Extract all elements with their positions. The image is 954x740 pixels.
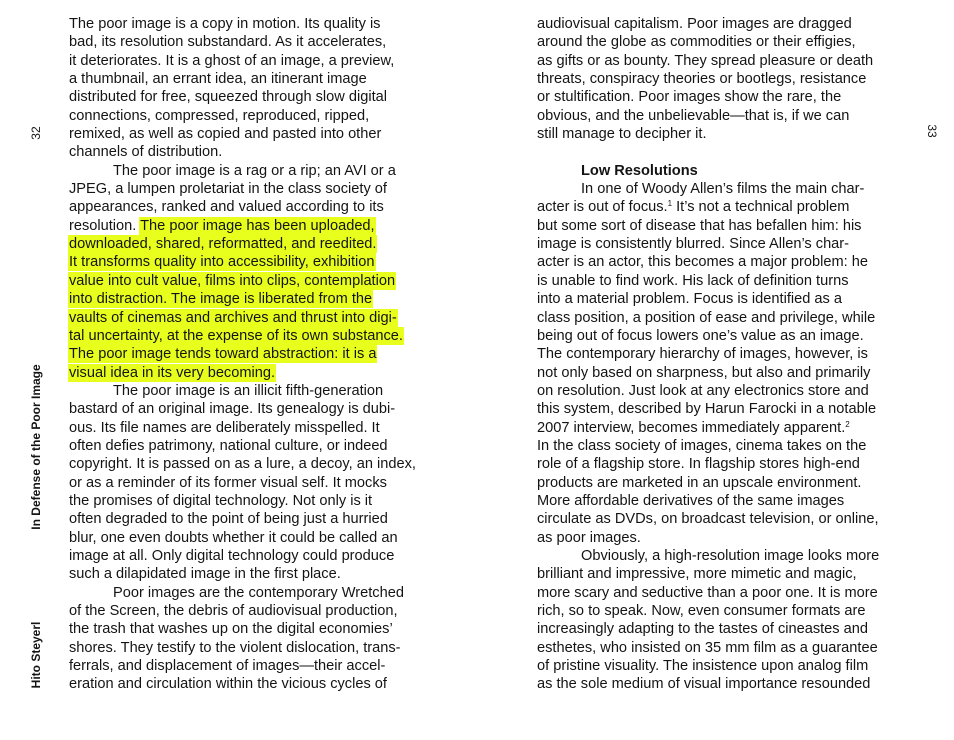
highlighted-text: value into cult value, films into clips, contemplation xyxy=(69,272,396,289)
text-line xyxy=(537,217,907,235)
text-line xyxy=(69,217,441,235)
line-text: blur, one even doubts whether it could be called an xyxy=(69,529,398,546)
text-line xyxy=(537,602,907,620)
line-text: the trash that washes up on the digital economies’ xyxy=(69,621,393,638)
line-text: the promises of digital technology. Not only is it xyxy=(69,492,373,509)
text-line xyxy=(69,345,441,363)
text-line xyxy=(69,253,441,271)
text-line xyxy=(537,290,907,308)
line-text: products are marketed in an upscale environment. xyxy=(537,474,862,491)
line-text: 2007 interview, becomes immediately apparent. xyxy=(537,419,846,436)
line-text: Poor images are the contemporary Wretched xyxy=(113,584,404,601)
line-text: as gifts or as bounty. They spread pleasure or death xyxy=(537,52,874,69)
right-page-number: 33 xyxy=(925,124,939,138)
line-text: a thumbnail, an errant idea, an itinerant image xyxy=(69,71,367,88)
text-line xyxy=(537,88,907,106)
highlighted-text: It transforms quality into accessibility, exhibition xyxy=(69,254,375,271)
highlighted-text: The poor image tends toward abstraction: it is a xyxy=(69,346,377,363)
text-line xyxy=(69,639,441,657)
highlighted-text: vaults of cinemas and archives and thrust into digi- xyxy=(69,309,397,326)
text-line xyxy=(69,419,441,437)
text-line xyxy=(537,419,907,437)
text-line xyxy=(69,125,441,143)
left-page-body xyxy=(69,15,441,694)
text-line xyxy=(69,290,441,308)
line-text: Obviously, a high-resolution image looks more xyxy=(581,547,880,564)
text-line xyxy=(537,492,907,510)
line-text: The poor image is a copy in motion. Its quality is xyxy=(69,16,381,32)
line-text: appearances, ranked and valued according to its xyxy=(69,199,384,216)
text-line xyxy=(537,125,907,143)
text-line xyxy=(69,565,441,583)
line-text: In the class society of images, cinema takes on the xyxy=(537,437,867,454)
line-text: ferrals, and displacement of images—their accel- xyxy=(69,658,386,675)
text-line xyxy=(537,584,907,602)
text-line xyxy=(69,529,441,547)
highlighted-text: into distraction. The image is liberated from the xyxy=(69,291,373,308)
text-line xyxy=(69,327,441,345)
text-line xyxy=(537,345,907,363)
line-text: image at all. Only digital technology could produce xyxy=(69,547,395,564)
text-line xyxy=(537,529,907,547)
text-line xyxy=(537,400,907,418)
text-line xyxy=(69,675,441,693)
text-line xyxy=(537,143,907,161)
line-text: ous. Its file names are deliberately misspelled. It xyxy=(69,419,380,436)
text-line xyxy=(537,364,907,382)
highlighted-text: downloaded, shared, reformatted, and reedited. xyxy=(69,236,377,253)
footnote-marker: 1 xyxy=(667,199,673,209)
text-line xyxy=(537,547,907,565)
text-line xyxy=(69,400,441,418)
text-line xyxy=(69,198,441,216)
line-text: connections, compressed, reproduced, ripped, xyxy=(69,107,370,124)
text-line xyxy=(69,437,441,455)
line-text: image is consistently blurred. Since Allen’s char- xyxy=(537,236,850,253)
line-text: around the globe as commodities or their effigies, xyxy=(537,34,856,51)
text-line xyxy=(69,88,441,106)
text-line xyxy=(69,657,441,675)
line-text: resolution. xyxy=(69,217,141,234)
footnote-marker: 2 xyxy=(845,419,850,429)
line-text: increasingly adapting to the tastes of cineastes and xyxy=(537,621,869,638)
text-line xyxy=(69,382,441,400)
text-line xyxy=(69,602,441,620)
line-text: more scary and seductive than a poor one. It is more xyxy=(537,584,878,601)
text-line xyxy=(537,180,907,198)
line-text: The contemporary hierarchy of images, however, is xyxy=(537,346,868,363)
text-line xyxy=(537,309,907,327)
text-line xyxy=(69,455,441,473)
text-line xyxy=(537,382,907,400)
line-text: on resolution. Just look at any electronics store and xyxy=(537,382,869,399)
line-text: brilliant and impressive, more mimetic and magic, xyxy=(537,566,857,583)
line-text: as the sole medium of visual importance resounded xyxy=(537,676,871,693)
line-text: Low Resolutions xyxy=(581,162,698,179)
line-text: copyright. It is passed on as a lure, a decoy, an index, xyxy=(69,456,416,473)
text-line xyxy=(537,107,907,125)
running-title: In Defense of the Poor Image xyxy=(29,364,43,530)
text-line xyxy=(537,198,907,216)
text-line xyxy=(537,639,907,657)
highlighted-text: visual idea in its very becoming. xyxy=(69,364,276,381)
line-text: not only based on sharpness, but also and primarily xyxy=(537,364,871,381)
line-text: It’s not a technical problem xyxy=(672,199,850,216)
text-line xyxy=(69,52,441,70)
text-line xyxy=(537,474,907,492)
line-text: is unable to find work. His lack of definition turns xyxy=(537,272,849,289)
line-text: such a dilapidated image in the first place. xyxy=(69,566,341,583)
text-line xyxy=(69,474,441,492)
text-line xyxy=(69,584,441,602)
line-text: but some sort of disease that has befallen him: his xyxy=(537,217,862,234)
line-text: obvious, and the unbelievable—that is, if we can xyxy=(537,107,850,124)
line-text: circulate as DVDs, on broadcast television, or online, xyxy=(537,511,879,528)
text-line xyxy=(537,455,907,473)
text-line xyxy=(537,437,907,455)
text-line xyxy=(69,162,441,180)
text-line xyxy=(537,510,907,528)
line-text: it deteriorates. It is a ghost of an image, a preview, xyxy=(69,52,395,69)
line-text: audiovisual capitalism. Poor images are dragged xyxy=(537,16,852,32)
line-text: as poor images. xyxy=(537,529,641,546)
line-text: The poor image is an illicit fifth-generation xyxy=(113,382,384,399)
line-text: JPEG, a lumpen proletariat in the class society of xyxy=(69,181,387,198)
line-text: of the Screen, the debris of audiovisual production, xyxy=(69,603,398,619)
text-line xyxy=(69,180,441,198)
text-line xyxy=(69,309,441,327)
left-page-number: 32 xyxy=(29,126,43,140)
text-line xyxy=(537,235,907,253)
text-line xyxy=(69,143,441,161)
line-text: into a material problem. Focus is identified as a xyxy=(537,291,842,308)
line-text: shores. They testify to the violent dislocation, trans- xyxy=(69,639,401,656)
text-line xyxy=(69,15,441,33)
line-text: eration and circulation within the vicious cycles of xyxy=(69,676,387,693)
text-line xyxy=(69,272,441,290)
text-line xyxy=(537,70,907,88)
text-line xyxy=(537,327,907,345)
text-line xyxy=(69,33,441,51)
line-text: or as a reminder of its former visual self. It mocks xyxy=(69,474,387,491)
line-text: More affordable derivatives of the same images xyxy=(537,492,845,509)
highlighted-text: tal uncertainty, at the expense of its own substance. xyxy=(69,327,403,344)
author-name: Hito Steyerl xyxy=(29,621,43,689)
text-line xyxy=(537,675,907,693)
text-line xyxy=(69,510,441,528)
text-line xyxy=(69,235,441,253)
line-text: In one of Woody Allen’s films the main char- xyxy=(581,181,865,198)
line-text: often degraded to the point of being just a hurried xyxy=(69,511,388,528)
line-text: acter is an actor, this becomes a major problem: he xyxy=(537,254,868,271)
text-line xyxy=(69,364,441,382)
section-heading xyxy=(537,162,907,180)
text-line xyxy=(537,565,907,583)
line-text: distributed for free, squeezed through slow digital xyxy=(69,89,388,106)
line-text: bastard of an original image. Its genealogy is dubi- xyxy=(69,401,396,418)
line-text: or stultification. Poor images show the rare, the xyxy=(537,89,842,106)
line-text: often defies patrimony, national culture, or indeed xyxy=(69,437,388,454)
line-text: role of a flagship store. In flagship stores high-end xyxy=(537,456,860,473)
text-line xyxy=(69,620,441,638)
line-text: channels of distribution. xyxy=(69,144,223,161)
line-text: this system, described by Harun Farocki in a notable xyxy=(537,401,877,418)
line-text: threats, conspiracy theories or bootlegs, resistance xyxy=(537,71,867,88)
text-line xyxy=(537,33,907,51)
line-text: esthetes, who insisted on 35 mm film as a guarantee xyxy=(537,639,878,656)
line-text: bad, its resolution substandard. As it accelerates, xyxy=(69,34,387,51)
text-line xyxy=(537,657,907,675)
text-line xyxy=(537,620,907,638)
text-line xyxy=(69,107,441,125)
text-line xyxy=(69,547,441,565)
line-text: of pristine visuality. The insistence upon analog film xyxy=(537,658,869,675)
text-line xyxy=(537,253,907,271)
line-text: remixed, as well as copied and pasted into other xyxy=(69,126,382,143)
text-line xyxy=(69,70,441,88)
right-page-body xyxy=(537,15,907,694)
text-line xyxy=(537,52,907,70)
line-text: rich, so to speak. Now, even consumer formats are xyxy=(537,603,866,619)
highlighted-text: The poor image has been uploaded, xyxy=(140,217,375,234)
text-line xyxy=(69,492,441,510)
line-text: still manage to decipher it. xyxy=(537,126,707,143)
text-line xyxy=(537,272,907,290)
line-text: The poor image is a rag or a rip; an AVI or a xyxy=(113,162,396,179)
text-line xyxy=(537,15,907,33)
line-text: acter is out of focus. xyxy=(537,199,668,216)
line-text: being out of focus lowers one’s value as an image. xyxy=(537,327,864,344)
line-text: class position, a position of ease and privilege, while xyxy=(537,309,876,326)
